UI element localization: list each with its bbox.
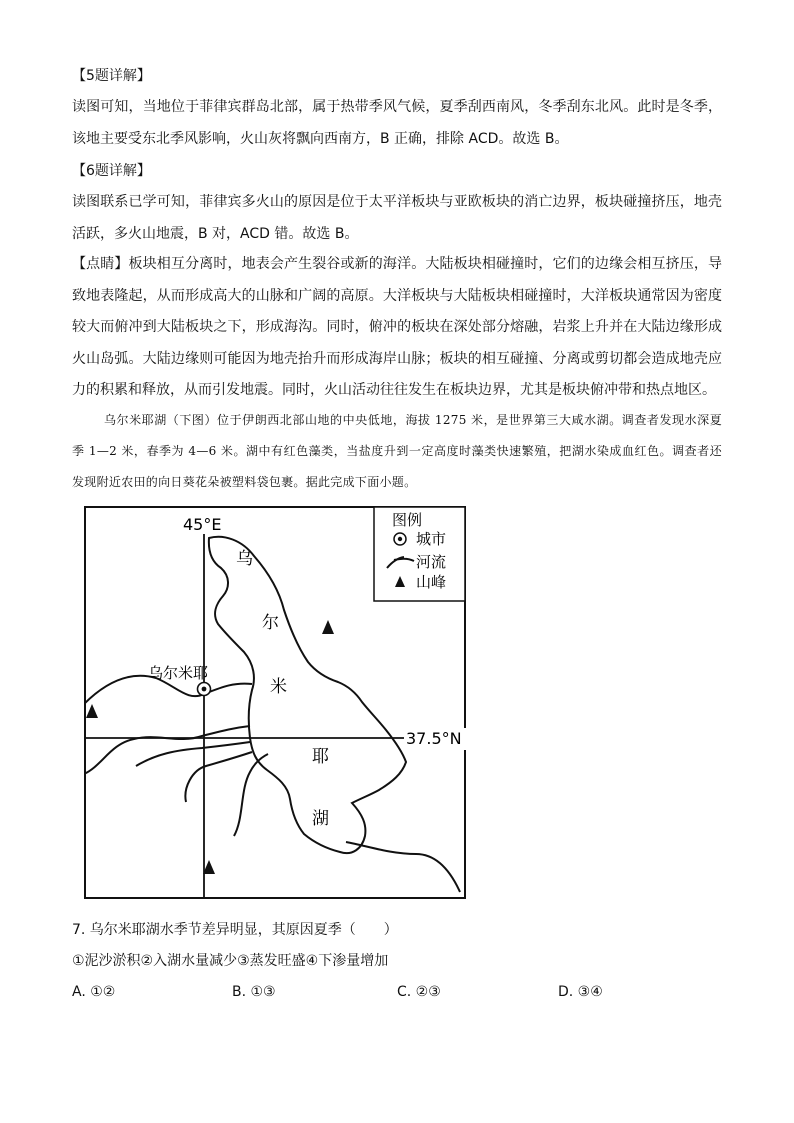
- lake-label-char: 米: [270, 677, 287, 697]
- option-b[interactable]: B. ①③: [232, 984, 276, 1000]
- lake-label-char: 尔: [262, 613, 279, 633]
- option-c[interactable]: C. ②③: [397, 984, 441, 1000]
- city-label: 乌尔米耶: [148, 664, 209, 682]
- q5-heading: 【5题详解】: [72, 68, 151, 84]
- q5-explanation: 读图可知，当地位于菲律宾群岛北部，属于热带季风气候，夏季刮西南风，冬季刮东北风。此时是冬季，该地主要受东北季风影响，火山灰将飘向西南方，B 正确，排除 ACD。故选 B。: [72, 99, 722, 147]
- legend-river-label: 河流: [416, 553, 447, 571]
- urmia-lake-map: [84, 506, 466, 900]
- question-7-stem: 7. 乌尔米耶湖水季节差异明显，其原因夏季（ ）: [72, 922, 398, 938]
- passage-text: 乌尔米耶湖（下图）位于伊朗西北部山地的中央低地，海拔 1275 米，是世界第三大咸水湖。调查者发现水深夏季 1—2 米，春季为 4—6 米。湖中有红色藻类，当盐度升到一定高度时藻类快速繁殖，把湖水染成血红色。调查者还发现附近农田的向日葵花朵被塑料袋包裹。据此完成下面小题。: [72, 413, 722, 489]
- q6-explanation: 读图联系已学可知，菲律宾多火山的原因是位于太平洋板块与亚欧板块的消亡边界，板块碰撞挤压，地壳活跃，多火山地震，B 对，ACD 错。故选 B。: [72, 194, 722, 242]
- question-7-items: ①泥沙淤积②入湖水量减少③蒸发旺盛④下渗量增加: [72, 953, 389, 969]
- lake-label-char: 乌: [236, 549, 253, 569]
- option-d[interactable]: D. ③④: [558, 984, 603, 1000]
- q6-heading: 【6题详解】: [72, 163, 151, 179]
- legend-city-label: 城市: [416, 530, 447, 548]
- option-a[interactable]: A. ①②: [72, 984, 116, 1000]
- latitude-label: 37.5°N: [406, 729, 462, 748]
- lake-label-char: 湖: [312, 809, 329, 829]
- legend-title: 图例: [392, 511, 423, 529]
- tip-explanation: 【点睛】板块相互分离时，地表会产生裂谷或新的海洋。大陆板块相碰撞时，它们的边缘会相互挤压，导致地表隆起，从而形成高大的山脉和广阔的高原。大洋板块与大陆板块相碰撞时，大洋板块通常因为密度较大而俯冲到大陆板块之下，形成海沟。同时，俯冲的板块在深处部分熔融，岩浆上升并在大陆边缘形成火山岛弧。大陆边缘则可能因为地壳抬升而形成海岸山脉；板块的相互碰撞、分离或剪切都会造成地壳应力的积累和释放，从而引发地震。同时，火山活动往往发生在板块边界，尤其是板块俯冲带和热点地区。: [72, 256, 722, 399]
- longitude-label: 45°E: [183, 515, 222, 534]
- lake-label-char: 耶: [312, 747, 329, 767]
- legend-peak-label: 山峰: [416, 573, 447, 591]
